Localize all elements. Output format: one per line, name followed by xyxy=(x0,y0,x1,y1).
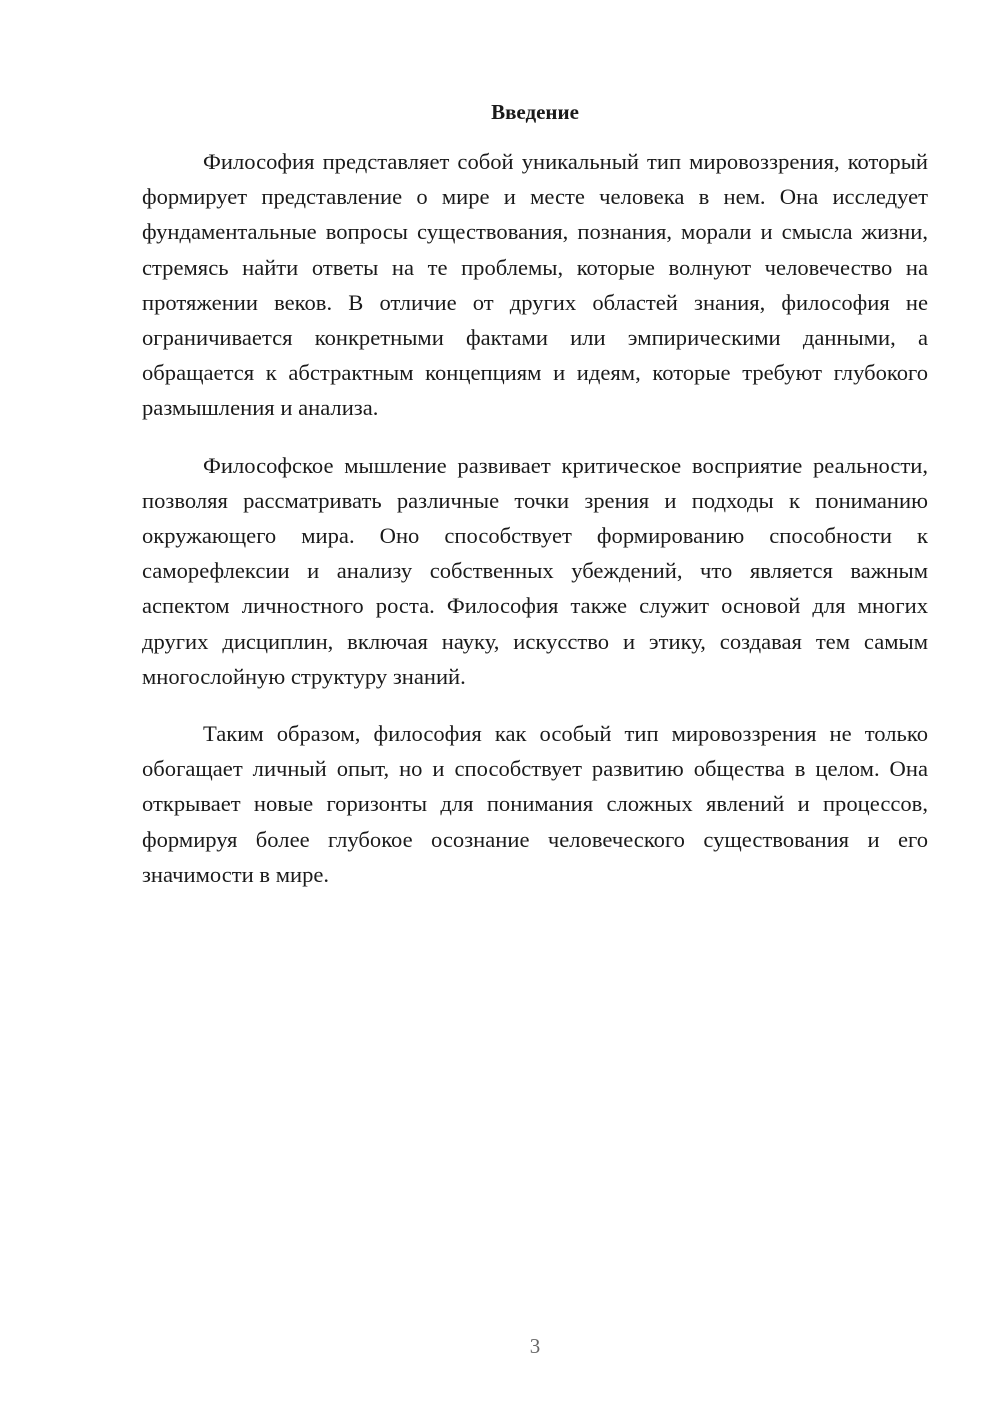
paragraph-2: Философское мышление развивает критическое восприятие реальности, позволяя рассматривать различные точки зрения и подходы к пониманию окружающего мира. Оно способствует формированию способности к саморефлексии и анализу собственных убеждений, что является важным аспектом личностного роста. Философия также служит основой для многих других дисциплин, включая науку, искусство и этику, создавая тем самым многослойную структуру знаний. xyxy=(142,452,928,689)
paragraph-1: Философия представляет собой уникальный тип мировоззрения, который формирует представление о мире и месте человека в нем. Она исследует фундаментальные вопросы существования, познания, морали и смысла жизни, стремясь найти ответы на те проблемы, которые волнуют человечество на протяжении веков. В отличие от других областей знания, философия не ограничивается конкретными фактами или эмпирическими данными, а обращается к абстрактным концепциям и идеям, которые требуют глубокого размышления и анализа. xyxy=(142,149,928,421)
page-number: 3 xyxy=(529,1334,541,1358)
section-title: Введение xyxy=(491,100,579,124)
paragraph-3: Таким образом, философия как особый тип мировоззрения не только обогащает личный опыт, но и способствует развитию общества в целом. Она открывает новые горизонты для понимания сложных явлений и процессов, формируя более глубокое осознание человеческого существования и его значимости в мире. xyxy=(142,721,928,887)
body-text xyxy=(142,144,928,914)
